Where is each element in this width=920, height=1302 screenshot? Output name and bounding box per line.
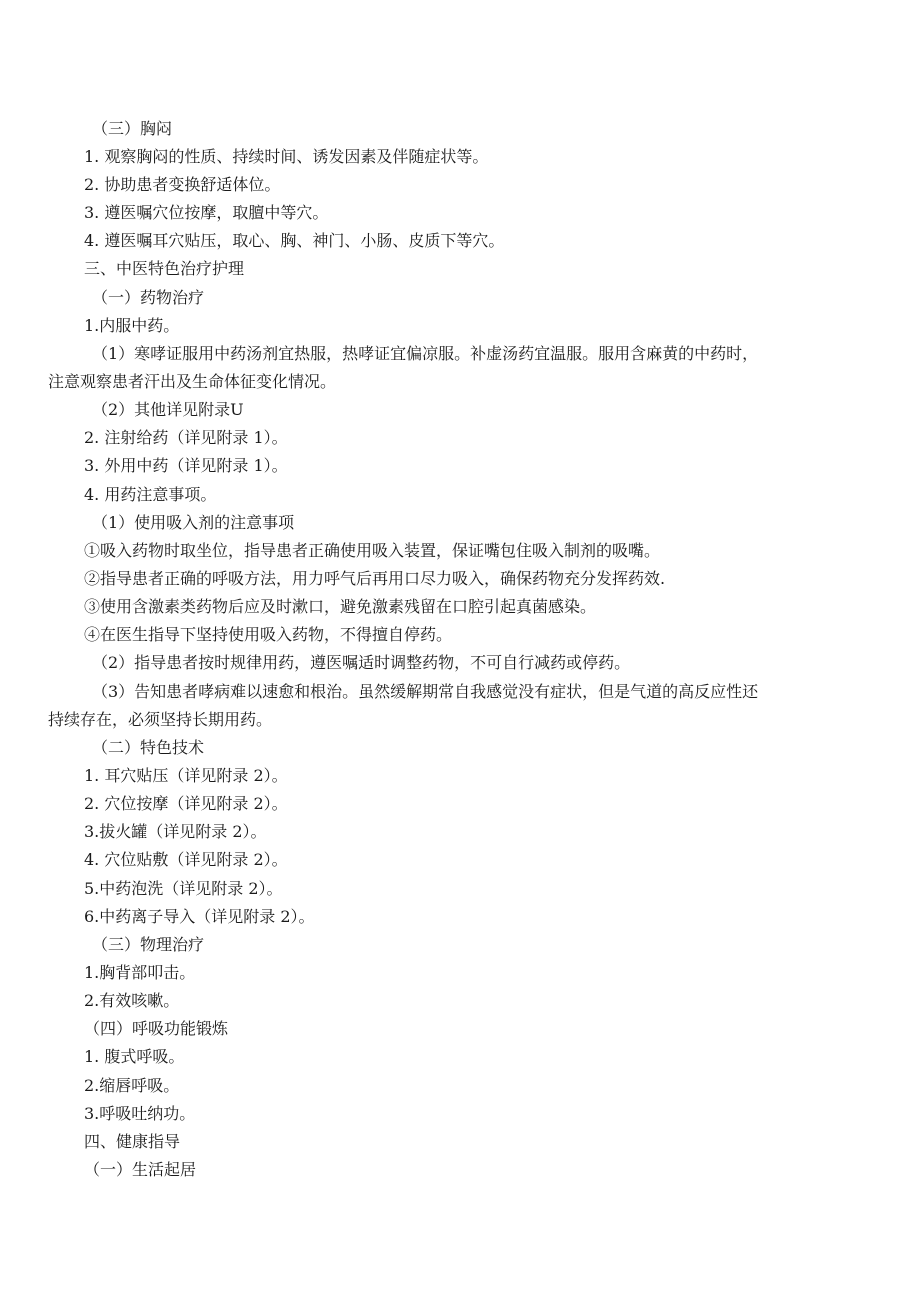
list-item: 1. 腹式呼吸。 <box>84 1047 185 1066</box>
list-item: 1.胸背部叩击。 <box>84 963 196 982</box>
list-item: 4. 用药注意事项。 <box>84 485 217 504</box>
list-item: （2）指导患者按时规律用药，遵医嘱适时调整药物，不可自行减药或停药。 <box>92 653 631 672</box>
list-item: 1. 耳穴贴压（详见附录 2）。 <box>84 766 288 785</box>
list-item: 3. 外用中药（详见附录 1）。 <box>84 456 288 475</box>
section-heading: （三）物理治疗 <box>92 935 205 954</box>
list-item: 3.拔火罐（详见附录 2）。 <box>84 822 267 841</box>
list-item: 4. 遵医嘱耳穴贴压，取心、胸、神门、小肠、皮质下等穴。 <box>84 231 505 250</box>
list-item: 3. 遵医嘱穴位按摩，取膻中等穴。 <box>84 203 329 222</box>
list-item: ③使用含激素类药物后应及时漱口，避免激素残留在口腔引起真菌感染。 <box>84 597 597 616</box>
list-item: 1.内服中药。 <box>84 316 180 335</box>
list-item: 6.中药离子导入（详见附录 2）。 <box>84 907 315 926</box>
chapter-heading: 四、健康指导 <box>84 1132 181 1151</box>
section-heading: （一）生活起居 <box>84 1160 197 1179</box>
paragraph-line: 注意观察患者汗出及生命体征变化情况。 <box>48 372 337 391</box>
list-item: （2）其他详见附录U <box>92 400 244 419</box>
list-item: 1. 观察胸闷的性质、持续时间、诱发因素及伴随症状等。 <box>84 147 489 166</box>
sub-heading: （1）使用吸入剂的注意事项 <box>92 513 295 532</box>
paragraph-line: 持续存在，必须坚持长期用药。 <box>48 710 273 729</box>
list-item: 3.呼吸吐纳功。 <box>84 1104 196 1123</box>
section-heading: （四）呼吸功能锻炼 <box>84 1019 229 1038</box>
section-heading: （二）特色技术 <box>92 738 205 757</box>
list-item: ①吸入药物时取坐位，指导患者正确使用吸入装置，保证嘴包住吸入制剂的吸嘴。 <box>84 541 661 560</box>
list-item: ②指导患者正确的呼吸方法，用力呼气后再用口尽力吸入，确保药物充分发挥药效. <box>84 569 666 588</box>
list-item: 2.有效咳嗽。 <box>84 991 180 1010</box>
section-heading: （三）胸闷 <box>92 119 173 138</box>
section-heading: （一）药物治疗 <box>92 288 205 307</box>
list-item: 5.中药泡洗（详见附录 2）。 <box>84 879 283 898</box>
chapter-heading: 三、中医特色治疗护理 <box>84 259 245 278</box>
paragraph-line: （1）寒哮证服用中药汤剂宜热服，热哮证宜偏凉服。补虚汤药宜温服。服用含麻黄的中药时， <box>92 344 759 363</box>
list-item: 4. 穴位贴敷（详见附录 2）。 <box>84 850 288 869</box>
paragraph-line: （3）告知患者哮病难以速愈和根治。虽然缓解期常自我感觉没有症状，但是气道的高反应性还 <box>92 682 759 701</box>
list-item: 2. 穴位按摩（详见附录 2）。 <box>84 794 288 813</box>
list-item: 2.缩唇呼吸。 <box>84 1076 180 1095</box>
list-item: ④在医生指导下坚持使用吸入药物，不得擅自停药。 <box>84 625 453 644</box>
list-item: 2. 协助患者变换舒适体位。 <box>84 175 281 194</box>
list-item: 2. 注射给药（详见附录 1）。 <box>84 428 288 447</box>
